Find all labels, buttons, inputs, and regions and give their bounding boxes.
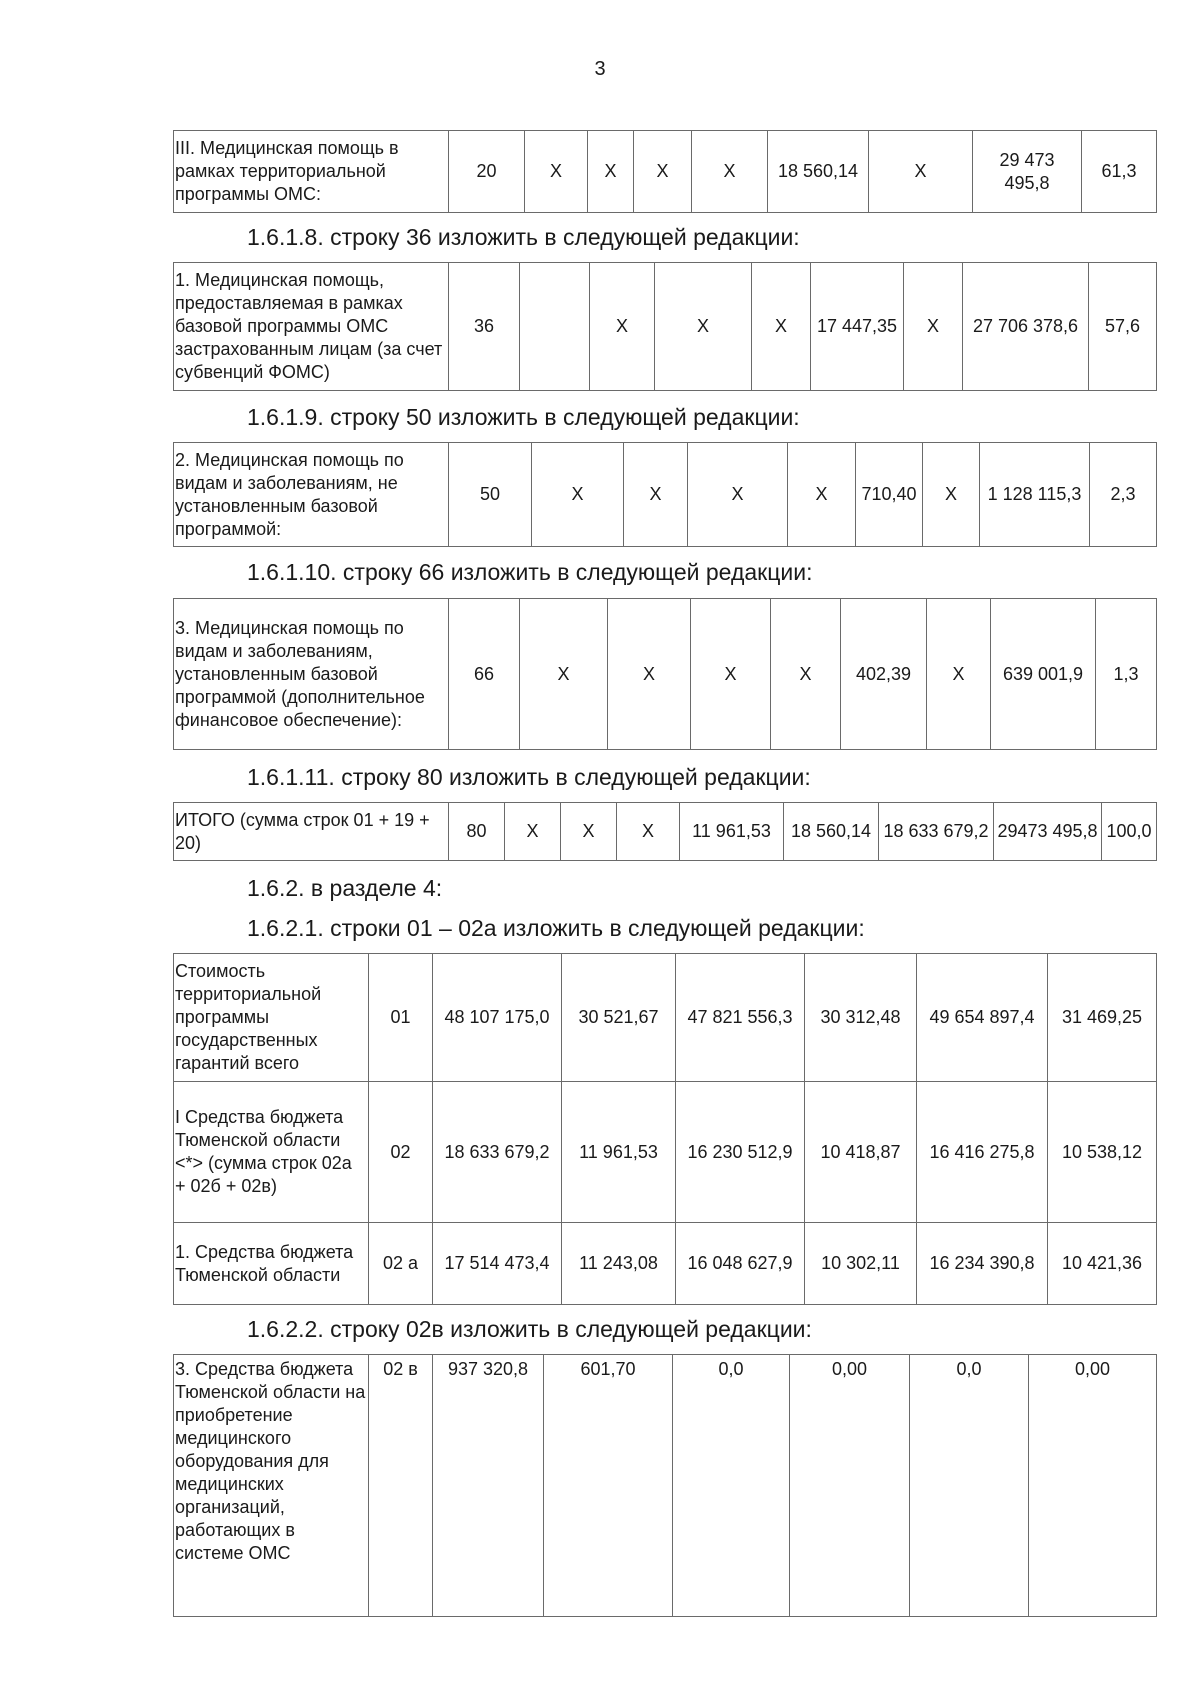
table-cell: 639 001,9 (991, 599, 1096, 750)
row-label: III. Медицинская помощь в рамках территориальной программы ОМС: (174, 131, 449, 213)
table-cell: 61,3 (1082, 131, 1157, 213)
table-cell: 27 706 378,6 (963, 263, 1089, 391)
table-cell: 18 633 679,2 (433, 1082, 562, 1223)
table-cell: X (634, 131, 692, 213)
table-cell: 17 514 473,4 (433, 1223, 562, 1305)
table-row-02v (173, 1354, 1157, 1617)
table-cell: X (505, 803, 561, 861)
table-row-20 (173, 130, 1157, 213)
row-label: 1. Средства бюджета Тюменской области (174, 1223, 369, 1305)
row-code: 50 (449, 443, 532, 547)
table-cell: 1,3 (1096, 599, 1157, 750)
table-cell: 11 961,53 (562, 1082, 676, 1223)
table-cell: X (927, 599, 991, 750)
table-cell: 10 418,87 (805, 1082, 917, 1223)
row-code: 80 (449, 803, 505, 861)
row-code: 02 в (369, 1355, 433, 1617)
row-label: ИТОГО (сумма строк 01 + 19 + 20) (174, 803, 449, 861)
table-cell: X (561, 803, 617, 861)
table-cell: 1 128 115,3 (980, 443, 1090, 547)
table-cell: 0,00 (1029, 1355, 1157, 1617)
table-row-66 (173, 598, 1157, 750)
table-cell: 49 654 897,4 (917, 954, 1048, 1082)
instruction-text: 1.6.1.10. строку 66 изложить в следующей редакции: (247, 559, 813, 585)
table-cell: X (688, 443, 788, 547)
table-cell: X (691, 599, 771, 750)
page-number: 3 (594, 58, 606, 80)
instruction-text: 1.6.1.9. строку 50 изложить в следующей редакции: (247, 404, 800, 430)
row-label: I Средства бюджета Тюменской области <*> (сумма строк 02а + 02б + 02в) (174, 1082, 369, 1223)
table-cell: 2,3 (1090, 443, 1157, 547)
table-section-4 (173, 953, 1157, 1305)
table-cell: 18 560,14 (768, 131, 869, 213)
row-code: 02 а (369, 1223, 433, 1305)
instruction-text: 1.6.2.1. строки 01 – 02а изложить в следующей редакции: (247, 915, 865, 941)
table-row-50 (173, 442, 1157, 547)
table-cell: 16 230 512,9 (676, 1082, 805, 1223)
table-cell: 30 521,67 (562, 954, 676, 1082)
table-cell: 0,0 (673, 1355, 790, 1617)
instruction-text: 1.6.2.2. строку 02в изложить в следующей редакции: (247, 1316, 812, 1342)
table-cell: X (923, 443, 980, 547)
table-cell: X (525, 131, 588, 213)
table-cell: X (617, 803, 680, 861)
table-cell: 16 416 275,8 (917, 1082, 1048, 1223)
table-cell: 30 312,48 (805, 954, 917, 1082)
row-label: 1. Медицинская помощь, предоставляемая в рамках базовой программы ОМС застрахованным лицам (за счет субвенций ФОМС) (174, 263, 449, 391)
table-cell: 10 538,12 (1048, 1082, 1157, 1223)
table-cell: X (608, 599, 691, 750)
instruction-text: 1.6.1.11. строку 80 изложить в следующей редакции: (247, 764, 811, 790)
table-cell: X (752, 263, 811, 391)
table-cell: 10 421,36 (1048, 1223, 1157, 1305)
table-cell: X (869, 131, 973, 213)
table-cell: X (655, 263, 752, 391)
table-cell: 57,6 (1089, 263, 1157, 391)
row-label: 3. Медицинская помощь по видам и заболеваниям, установленным базовой программой (дополнительное финансовое обеспечение): (174, 599, 449, 750)
table-cell: 18 633 679,2 (879, 803, 994, 861)
table-cell: X (692, 131, 768, 213)
table-cell: X (532, 443, 624, 547)
instruction-text: 1.6.1.8. строку 36 изложить в следующей редакции: (247, 224, 800, 250)
table-cell: 48 107 175,0 (433, 954, 562, 1082)
table-cell: 10 302,11 (805, 1223, 917, 1305)
table-cell: 937 320,8 (433, 1355, 544, 1617)
row-code: 20 (449, 131, 525, 213)
table-cell: X (771, 599, 841, 750)
table-cell: 11 243,08 (562, 1223, 676, 1305)
table-cell: X (624, 443, 688, 547)
table-cell: 0,00 (790, 1355, 910, 1617)
table-cell: 601,70 (544, 1355, 673, 1617)
table-cell: X (588, 131, 634, 213)
table-cell: 0,0 (910, 1355, 1029, 1617)
table-cell: 31 469,25 (1048, 954, 1157, 1082)
table-cell: X (788, 443, 856, 547)
table-cell: X (520, 599, 608, 750)
row-label: 2. Медицинская помощь по видам и заболеваниям, не установленным базовой программой: (174, 443, 449, 547)
table-cell: 29 473 495,8 (973, 131, 1082, 213)
row-label: 3. Средства бюджета Тюменской области на приобретение медицинского оборудования для медицинских организаций, работающих в системе ОМС (174, 1355, 369, 1617)
table-cell: 16 048 627,9 (676, 1223, 805, 1305)
table-cell: X (904, 263, 963, 391)
table-cell (520, 263, 590, 391)
table-row-80 (173, 802, 1157, 861)
table-row-36 (173, 262, 1157, 391)
row-code: 36 (449, 263, 520, 391)
table-cell: 18 560,14 (784, 803, 879, 861)
row-code: 01 (369, 954, 433, 1082)
instruction-text: 1.6.2. в разделе 4: (247, 875, 443, 901)
table-cell: 710,40 (856, 443, 923, 547)
table-cell: 100,0 (1102, 803, 1157, 861)
table-cell: 16 234 390,8 (917, 1223, 1048, 1305)
table-cell: 402,39 (841, 599, 927, 750)
table-cell: 47 821 556,3 (676, 954, 805, 1082)
table-cell: 11 961,53 (680, 803, 784, 861)
table-cell: 17 447,35 (811, 263, 904, 391)
row-code: 02 (369, 1082, 433, 1223)
row-label: Стоимость территориальной программы государственных гарантий всего (174, 954, 369, 1082)
table-cell: 29473 495,8 (994, 803, 1102, 861)
row-code: 66 (449, 599, 520, 750)
table-cell: X (590, 263, 655, 391)
